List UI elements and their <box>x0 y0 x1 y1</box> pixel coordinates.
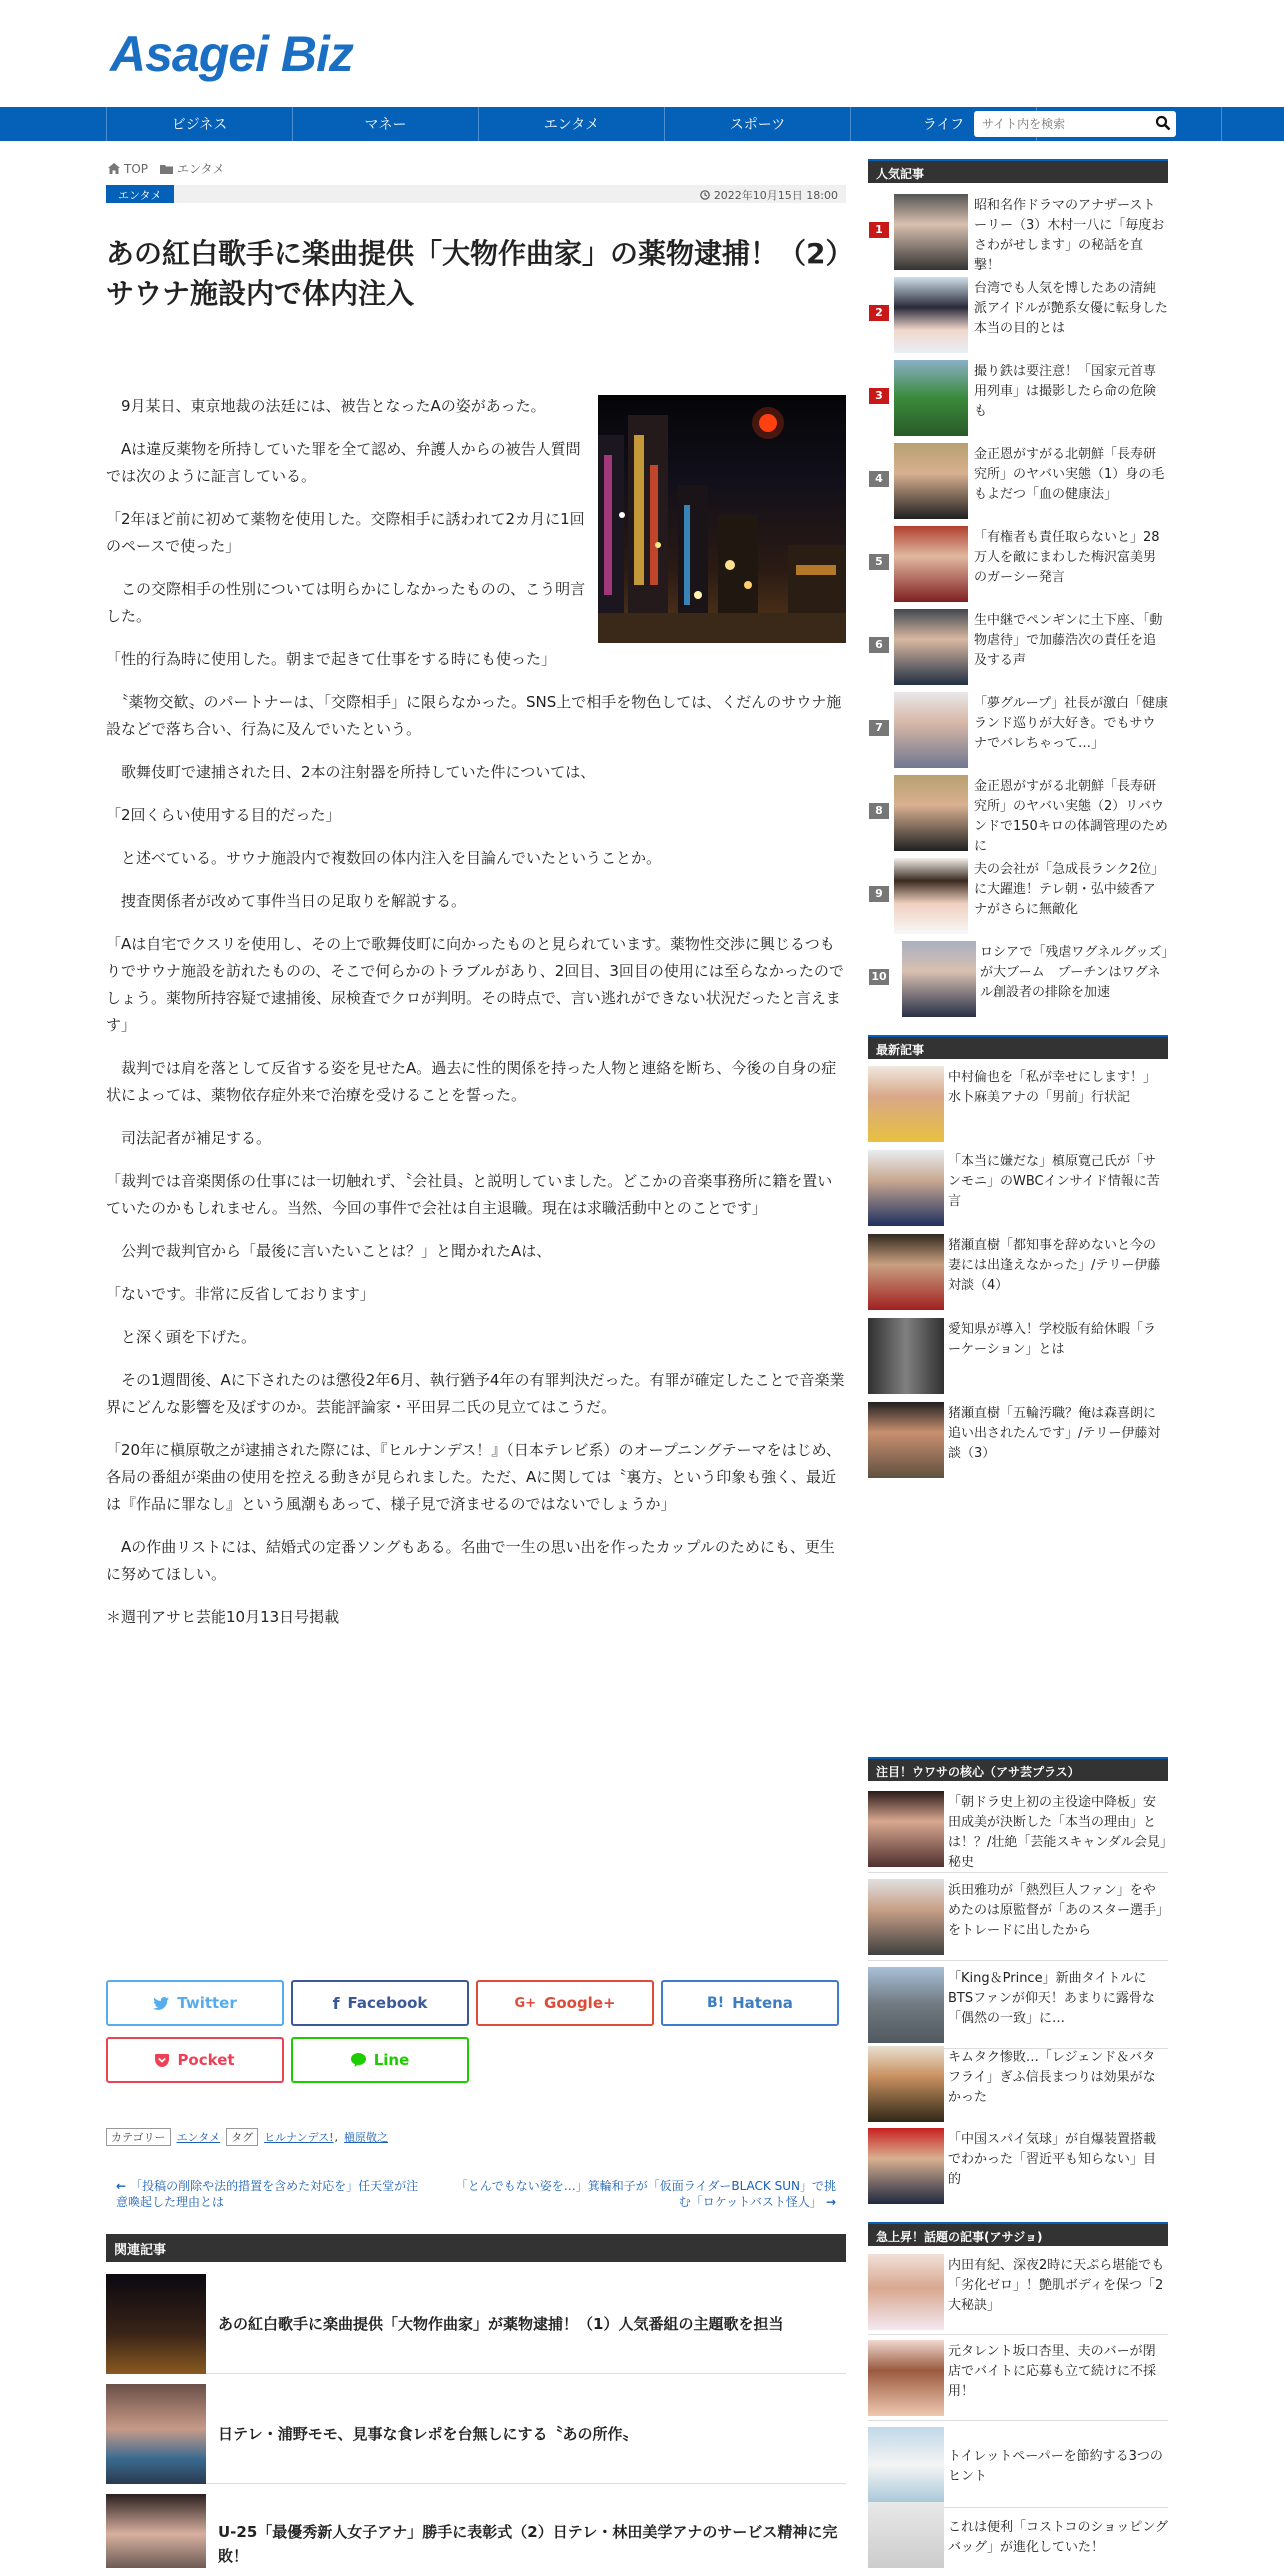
article-paragraph: 9月某日、東京地裁の法廷には、被告となったAの姿があった。 <box>106 397 546 415</box>
asajo-item[interactable] <box>868 2254 1168 2330</box>
article-paragraph: 「2回くらい使用する目的だった」 <box>106 806 341 824</box>
popular-item[interactable] <box>868 692 1168 768</box>
prev-article-title: 「投稿の削除や法的措置を含めた対応を」任天堂が注意喚起した理由とは <box>116 2179 419 2209</box>
article-paragraph: 捜査関係者が改めて事件当日の足取りを解説する。 <box>106 892 467 910</box>
divider <box>868 2334 1168 2335</box>
hatena-icon: B! <box>707 1995 725 2011</box>
popular-item[interactable] <box>868 609 1168 685</box>
article-source-note: ＊週刊アサヒ芸能10月13日号掲載 <box>106 1608 340 1626</box>
share-hatena-label: Hatena <box>732 1994 793 2012</box>
asagei-plus-title: 「中国スパイ気球」が自爆装置搭載でわかった「習近平も知らない」目的 <box>948 2132 1157 2187</box>
rank-number: 4 <box>869 471 889 487</box>
related-thumbnail <box>106 2274 206 2374</box>
article-paragraph: 公判で裁判官から「最後に言いたいことは？」と聞かれたAは、 <box>106 1242 552 1260</box>
breadcrumb-category[interactable] <box>160 160 225 177</box>
share-google-button[interactable] <box>476 1980 654 2026</box>
nav-item-money[interactable]: マネー <box>292 107 478 141</box>
site-logo-text: Asagei Biz <box>110 26 353 82</box>
popular-thumbnail <box>894 526 968 602</box>
share-pocket-label: Pocket <box>177 2051 235 2069</box>
latest-thumbnail <box>868 1402 944 1478</box>
share-hatena-button[interactable] <box>661 1980 839 2026</box>
article-meta-bar <box>106 185 846 203</box>
nav-item-business[interactable]: ビジネス <box>106 107 292 141</box>
rank-number: 3 <box>869 388 889 404</box>
twitter-icon <box>153 1997 169 2010</box>
latest-thumbnail <box>868 1234 944 1310</box>
asagei-plus-thumbnail <box>868 1967 944 2043</box>
popular-thumbnail <box>894 360 968 436</box>
share-twitter-button[interactable] <box>106 1980 284 2026</box>
article-paragraph: 「20年に槇原敬之が逮捕された際には、『ヒルナンデス！』（日本テレビ系）のオープニングテーマをはじめ、各局の番組が楽曲の使用を控える動きが見られました。ただ、Aに関しては〝裏方〟という印象も強く、最近は『作品に罪なし』という風潮もあって、様子見で済ませるのではないでしょうか」 <box>106 1441 842 1513</box>
popular-item[interactable] <box>868 941 1168 1017</box>
nav-item-life[interactable]: ライフ <box>850 107 1036 141</box>
latest-item[interactable] <box>868 1318 1168 1394</box>
search-input[interactable] <box>974 117 1144 131</box>
related-item[interactable] <box>106 2274 846 2374</box>
latest-title: 中村倫也を「私が幸せにします！」 水卜麻美アナの「男前」行状記 <box>948 1070 1163 1105</box>
divider <box>868 2420 1168 2421</box>
article-date-text: 2022年10月15日 18:00 <box>713 189 838 202</box>
article-paragraph: 〝薬物交歓〟のパートナーは、「交際相手」に限らなかった。SNS上で相手を物色しては、くだんのサウナ施設などで落ち合い、行為に及んでいたという。 <box>106 693 842 738</box>
asagei-plus-title: キムタク惨敗…「レジェンド＆バタフライ」ぎふ信長まつりは効果がなかった <box>948 2050 1156 2105</box>
asajo-title: これは便利「コストコのショッピングバッグ」が進化していた！ <box>948 2520 1168 2555</box>
article-title: あの紅白歌手に楽曲提供「大物作曲家」の薬物逮捕！（2）サウナ施設内で体内注入 <box>106 237 840 310</box>
asajo-heading: 急上昇！話題の記事(アサジョ) <box>868 2222 1168 2246</box>
popular-thumbnail <box>894 692 968 768</box>
related-title: 日テレ・浦野モモ、見事な食レポを台無しにする〝あの所作〟 <box>218 2424 638 2443</box>
article-paragraph: 裁判では肩を落として反省する姿を見せたA。過去に性的関係を持った人物と連絡を断ち、今後の自身の症状によっては、薬物依存症外来で治療を受けることを誓った。 <box>106 1059 837 1104</box>
popular-item[interactable] <box>868 277 1168 353</box>
latest-title: 愛知県が導入！学校版有給休暇「ラーケーション」とは <box>948 1322 1157 1357</box>
asagei-plus-item[interactable] <box>868 1791 1168 1870</box>
popular-thumbnail <box>894 194 968 270</box>
asagei-plus-thumbnail <box>868 1791 944 1867</box>
rank-number: 8 <box>869 803 889 819</box>
popular-item[interactable] <box>868 858 1168 934</box>
divider <box>868 1960 1168 1961</box>
article-body <box>106 393 846 1647</box>
google-plus-icon: G+ <box>514 1995 537 2011</box>
article-paragraph: 「裁判では音楽関係の仕事には一切触れず、〝会社員〟と説明していました。どこかの音楽事務所に籍を置いていたのかもしれません。当然、今回の事件で会社は自主退職。現在は求職活動中とのことです」 <box>106 1172 833 1217</box>
asagei-plus-thumbnail <box>868 2128 944 2204</box>
article-paragraph: この交際相手の性別については明らかにしなかったものの、こう明言した。 <box>106 580 586 625</box>
asajo-thumbnail <box>868 2254 944 2330</box>
category-link[interactable]: エンタメ <box>176 2131 221 2144</box>
divider <box>868 1872 1168 1873</box>
article-date <box>700 187 838 203</box>
share-facebook-button[interactable] <box>291 1980 469 2026</box>
share-line-button[interactable] <box>291 2037 469 2083</box>
popular-item[interactable] <box>868 443 1168 519</box>
latest-thumbnail <box>868 1318 944 1394</box>
asajo-title: 元タレント坂口杏里、夫のバーが閉店でバイトに応募も立て続けに不採用！ <box>948 2344 1157 2399</box>
latest-thumbnail <box>868 1066 944 1142</box>
asajo-item[interactable] <box>868 2502 1168 2568</box>
article-paragraph: 「Aは自宅でクスリを使用し、その上で歌舞伎町に向かったものと見られています。薬物性交渉に興じるつもりでサウナ施設を訪れたものの、そこで何らかのトラブルがあり、2回目、3回目の使用には至らなかったのでしょう。薬物所持容疑で逮捕後、尿検査でクロが判明。その時点で、言い逃れができない状況だったと言えます」 <box>106 935 844 1034</box>
asagei-plus-title: 浜田雅功が「熱烈巨人ファン」をやめたのは原監督が「あのスター選手」をトレードに出したから <box>948 1883 1163 1938</box>
popular-item[interactable] <box>868 526 1168 602</box>
breadcrumb-category-label: エンタメ <box>177 162 225 176</box>
asagei-plus-thumbnail <box>868 2046 944 2122</box>
breadcrumb-home-label: TOP <box>124 161 149 176</box>
article-paragraph: Aの作曲リストには、結婚式の定番ソングもある。名曲で一生の思い出を作ったカップルのためにも、更生に努めてほしい。 <box>106 1538 835 1583</box>
article-tags: カテゴリー エンタメ タグ ヒルナンデス! , 槇原敬之 <box>106 2128 388 2146</box>
latest-item[interactable] <box>868 1150 1168 1226</box>
facebook-icon: f <box>332 1993 340 2013</box>
asagei-plus-heading: 注目！ウワサの核心（アサ芸プラス） <box>868 1757 1168 1781</box>
article-paragraph: と深く頭を下げた。 <box>106 1328 257 1346</box>
share-line-label: Line <box>373 2051 410 2069</box>
popular-item[interactable] <box>868 194 1168 273</box>
main-nav <box>0 107 1284 141</box>
popular-title: 台湾でも人気を博したあの清純派アイドルが艶系女優に転身した本当の目的とは <box>974 281 1168 336</box>
article-paragraph: 司法記者が補足する。 <box>106 1129 272 1147</box>
popular-thumbnail <box>894 775 968 851</box>
asagei-plus-title: 「朝ドラ史上初の主役途中降板」安田成美が決断した「本当の理由」とは！？/壮絶「芸能スキャンダル会見」秘史 <box>948 1795 1167 1870</box>
popular-title: 撮り鉄は要注意！「国家元首専用列車」は撮影したら命の危険も <box>974 364 1157 419</box>
tag-link[interactable]: ヒルナンデス! <box>264 2131 334 2144</box>
breadcrumb-home[interactable] <box>108 162 148 176</box>
article-paragraph: 「ないです。非常に反省しております」 <box>106 1285 375 1303</box>
category-badge[interactable]: エンタメ <box>106 185 174 203</box>
popular-item[interactable] <box>868 775 1168 854</box>
tag-link[interactable]: 槇原敬之 <box>344 2131 389 2144</box>
popular-thumbnail <box>894 858 968 934</box>
popular-title: 夫の会社が「急成長ランク2位」に大躍進！テレ朝・弘中綾香アナがさらに無敵化 <box>974 862 1165 917</box>
asajo-title: トイレットペーパーを節約する3つのヒント <box>948 2449 1163 2484</box>
rank-number: 10 <box>869 969 889 985</box>
share-pocket-button[interactable] <box>106 2037 284 2083</box>
latest-item[interactable] <box>868 1066 1168 1142</box>
asajo-thumbnail <box>868 2340 944 2416</box>
home-icon <box>108 163 120 174</box>
rank-number: 6 <box>869 637 889 653</box>
related-title: あの紅白歌手に楽曲提供「大物作曲家」が薬物逮捕！（1）人気番組の主題歌を担当 <box>218 2314 784 2333</box>
next-article-title: 「とんでもない姿を…」箕輪和子が「仮面ライダーBLACK SUN」で挑む「ロケットバスト怪人」 <box>455 2179 836 2209</box>
site-logo[interactable] <box>110 24 353 84</box>
asajo-item[interactable] <box>868 2427 1168 2503</box>
popular-item[interactable] <box>868 360 1168 436</box>
rank-number: 2 <box>869 305 889 321</box>
popular-heading: 人気記事 <box>868 159 1168 183</box>
share-facebook-label: Facebook <box>347 1994 428 2012</box>
popular-title: ロシアで「残虐ワグネルグッズ」が大ブーム プーチンはワグネル創設者の排除を加速 <box>980 945 1168 1000</box>
related-heading: 関連記事 <box>106 2234 846 2262</box>
rank-number: 5 <box>869 554 889 570</box>
asagei-plus-item[interactable] <box>868 1967 1168 2043</box>
latest-title: 猪瀬直樹「五輪汚職？俺は森喜朗に追い出されたんです」/テリー伊藤対談（3） <box>948 1406 1161 1461</box>
article-paragraph: その1週間後、Aに下されたのは懲役2年6月、執行猶予4年の有罪判決だった。有罪が確定したことで音楽業界にどんな影響を及ぼすのか。芸能評論家・平田昇二氏の見立てはこうだ。 <box>106 1371 845 1416</box>
article-paragraph: 「性的行為時に使用した。朝まで起きて仕事をする時にも使った」 <box>106 650 557 668</box>
popular-title: 生中継でペンギンに土下座、「動物虐待」で加藤浩次の責任を追及する声 <box>974 613 1163 668</box>
popular-title: 「夢グループ」社長が激白「健康ランド巡りが大好き。でもサウナでバレちゃって…」 <box>974 696 1168 751</box>
nav-item-sports[interactable]: スポーツ <box>664 107 850 141</box>
popular-title: 「有権者も責任取らないと」28万人を敵にまわした梅沢富美男のガーシー発言 <box>974 530 1160 585</box>
latest-item[interactable] <box>868 1402 1168 1478</box>
next-article-link[interactable] <box>446 2178 836 2210</box>
asagei-plus-item[interactable] <box>868 2128 1168 2204</box>
popular-thumbnail <box>894 277 968 353</box>
popular-title: 金正恩がすがる北朝鮮「長寿研究所」のヤバい実態（1）身の毛もよだつ「血の健康法」 <box>974 447 1165 502</box>
latest-title: 「本当に嫌だな」槙原寛己氏が「サンモニ」のWBCインサイド情報に苦言 <box>948 1154 1160 1209</box>
asajo-item[interactable] <box>868 2340 1168 2416</box>
article-paragraph: と述べている。サウナ施設内で複数回の体内注入を目論んでいたということか。 <box>106 849 662 867</box>
share-twitter-label: Twitter <box>177 1994 237 2012</box>
share-google-label: Google+ <box>544 1994 616 2012</box>
rank-number: 9 <box>869 886 889 902</box>
asajo-thumbnail <box>868 2427 944 2503</box>
related-title: U-25「最優秀新人女子アナ」勝手に表彰式（2）日テレ・林田美学アナのサービス精神に完敗！ <box>218 2523 838 2565</box>
article-paragraph: 「2年ほど前に初めて薬物を使用した。交際相手に誘われて2カ月に1回のペースで使った」 <box>106 510 585 555</box>
related-item[interactable] <box>106 2384 846 2484</box>
search-icon[interactable] <box>1155 115 1171 135</box>
rank-number: 7 <box>869 720 889 736</box>
popular-title: 昭和名作ドラマのアナザーストーリー（3）木村一八に「毎度おさわがせします」の秘話を直撃！ <box>974 198 1165 273</box>
nav-item-entame[interactable]: エンタメ <box>478 107 664 141</box>
category-label: カテゴリー <box>106 2128 171 2146</box>
asagei-plus-item[interactable] <box>868 2046 1168 2122</box>
breadcrumb <box>108 160 225 177</box>
popular-title: 金正恩がすがる北朝鮮「長寿研究所」のヤバい実態（2）リバウンドで150キロの体調管理のために <box>974 779 1168 854</box>
latest-item[interactable] <box>868 1234 1168 1310</box>
asagei-plus-thumbnail <box>868 1879 944 1955</box>
asajo-title: 内田有紀、深夜2時に天ぷら堪能でも「劣化ゼロ」！艶肌ボディを保つ「2大秘訣」 <box>948 2258 1165 2313</box>
pocket-icon <box>155 2054 169 2067</box>
line-icon <box>351 2053 366 2067</box>
article-paragraph: Aは違反薬物を所持していた罪を全て認め、弁護人からの被告人質問では次のように証言している。 <box>106 440 581 485</box>
related-thumbnail <box>106 2494 206 2568</box>
popular-thumbnail <box>894 609 968 685</box>
latest-thumbnail <box>868 1150 944 1226</box>
popular-thumbnail <box>894 443 968 519</box>
related-item[interactable] <box>106 2494 846 2568</box>
rank-number: 1 <box>869 222 889 238</box>
popular-thumbnail <box>902 941 976 1017</box>
folder-icon <box>160 164 173 174</box>
prev-article-link[interactable] <box>116 2178 426 2210</box>
related-thumbnail <box>106 2384 206 2484</box>
asagei-plus-item[interactable] <box>868 1879 1168 1955</box>
clock-icon <box>700 190 710 200</box>
asagei-plus-title: 「King＆Prince」新曲タイトルにBTSファンが仰天！あまりに露骨な「偶然の一致」に… <box>948 1971 1155 2026</box>
article-paragraph: 歌舞伎町で逮捕された日、2本の注射器を所持していた件については、 <box>106 763 596 781</box>
latest-heading: 最新記事 <box>868 1035 1168 1059</box>
asajo-thumbnail <box>868 2502 944 2568</box>
arrow-left-icon: ← <box>116 2179 127 2193</box>
latest-title: 猪瀬直樹「都知事を辞めないと今の妻には出逢えなかった」/テリー伊藤対談（4） <box>948 1238 1161 1293</box>
arrow-right-icon: → <box>825 2195 836 2209</box>
tag-label: タグ <box>226 2128 258 2146</box>
site-search <box>974 111 1176 137</box>
